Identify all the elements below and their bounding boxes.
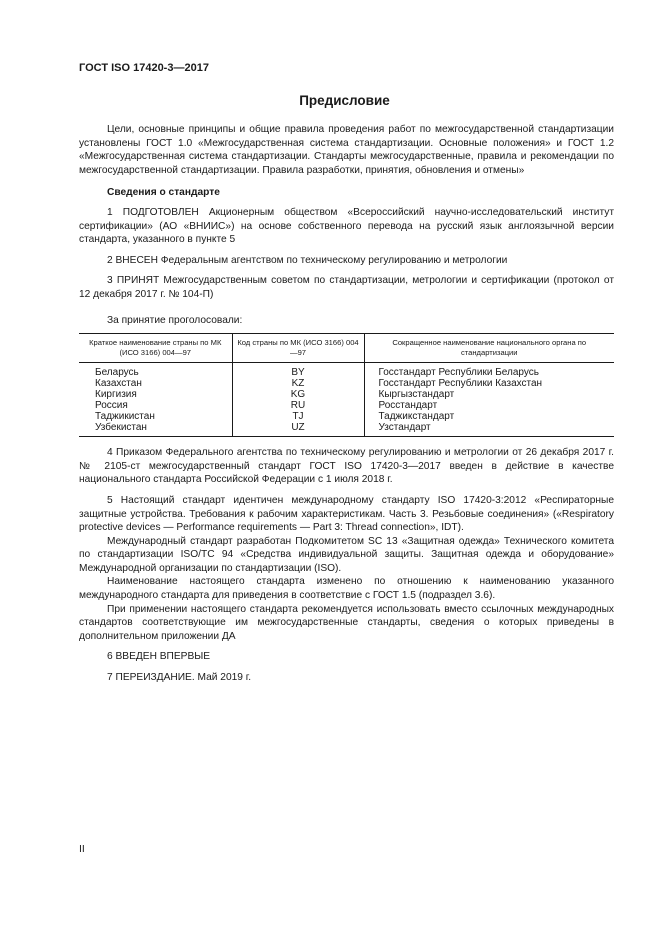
cell-body: Кыргызстандарт: [364, 389, 614, 400]
item-6: 6 ВВЕДЕН ВПЕРВЫЕ: [107, 651, 211, 663]
cell-code: KZ: [232, 378, 364, 389]
document-header: ГОСТ ISO 17420-3—2017: [79, 62, 209, 74]
cell-code: KG: [232, 389, 364, 400]
item-4: 4 Приказом Федерального агентства по техническому регулированию и метрологии от 26 декабря 2017 г. № 2105-ст межгосударственный стандарт ГОСТ ISO 17420-3—2017 введен в действие в качестве национального стандарта Российской Федерации с 1 июля 2018 г.: [79, 447, 614, 486]
cell-code: TJ: [232, 411, 364, 422]
item-5-developer: Международный стандарт разработан Подкомитетом SC 13 «Защитная одежда» Технического комитета по стандартизации ISO/TC 94 «Средства индивидуальной защиты. Защитная одежда и оборудование» Международной организации по стандартизации (ISO).: [79, 535, 614, 574]
cell-country: Узбекистан: [79, 422, 232, 437]
document-body: [79, 123, 614, 685]
table-row: [79, 389, 614, 400]
header-code: Код страны по МК (ИСО 3166) 004—97: [232, 334, 364, 363]
table-row: [79, 422, 614, 437]
table-row: [79, 363, 614, 379]
section-subheading: Сведения о стандарте: [107, 187, 220, 199]
item-2: 2 ВНЕСЕН Федеральным агентством по техническому регулированию и метрологии: [107, 254, 508, 266]
cell-code: RU: [232, 400, 364, 411]
cell-body: Узстандарт: [364, 422, 614, 437]
cell-country: Россия: [95, 400, 128, 412]
table-row: [79, 400, 614, 411]
cell-body: Госстандарт Республики Казахстан: [364, 378, 614, 389]
table-row: [79, 411, 614, 422]
cell-body: Росстандарт: [364, 400, 614, 411]
item-5-name-change: Наименование настоящего стандарта изменено по отношению к наименованию указанного международного стандарта для приведения в соответствие с ГОСТ 1.5 (подраздел 3.6).: [79, 576, 614, 602]
page-number: II: [79, 843, 85, 855]
cell-body: Госстандарт Республики Беларусь: [364, 363, 614, 379]
item-5-text: 5 Настоящий стандарт идентичен международному стандарту ISO 17420-3:2012 «Респираторные защитные устройства. Требования к рабочим характеристикам. Часть 3. Резьбовые соединения» («Respiratory protective devices — Performance requirements — Part 3: Thread connection», IDT).: [79, 494, 614, 534]
item-5-references: При применении настоящего стандарта рекомендуется использовать вместо ссылочных международных стандартов соответствующие им межгосударственные стандарты, сведения о которых приведены в дополнительном приложении ДА: [79, 603, 614, 642]
cell-code: UZ: [232, 422, 364, 437]
cell-country: Киргизия: [95, 389, 137, 401]
cell-body: Таджикстандарт: [364, 411, 614, 422]
cell-code: BY: [232, 363, 364, 379]
table-row: [79, 378, 614, 389]
item-3: 3 ПРИНЯТ Межгосударственным советом по стандартизации, метрологии и сертификации (протокол от 12 декабря 2017 г. № 104-П): [79, 275, 614, 300]
cell-country: Таджикистан: [95, 411, 155, 423]
header-country: Краткое наименование страны по МК (ИСО 3166) 004—97: [79, 334, 232, 363]
item-7: 7 ПЕРЕИЗДАНИЕ. Май 2019 г.: [107, 672, 252, 684]
item-1: 1 ПОДГОТОВЛЕН Акционерным обществом «Всероссийский научно-исследовательский институт сертификации» (АО «ВНИИС») на основе собственного перевода на русский язык англоязычной версии стандарта, указанного в пункте 5: [79, 206, 614, 246]
intro-paragraph: Цели, основные принципы и общие правила проведения работ по межгосударственной стандартизации установлены ГОСТ 1.0 «Межгосударственная система стандартизации. Основные положения» и ГОСТ 1.2 «Межгосударственная система стандартизации. Стандарты межгосударственные, правила и рекомендации по межгосударственной стандартизации. Правила разработки, принятия, обновления и отмены»: [79, 124, 614, 176]
table-header-row: [79, 334, 614, 363]
cell-country: Беларусь: [95, 367, 139, 379]
page-title: Предисловие: [299, 93, 390, 108]
header-body: Сокращенное наименование национального органа по стандартизации: [364, 334, 614, 363]
voted-label: За принятие проголосовали:: [107, 314, 243, 326]
cell-country: Казахстан: [95, 378, 142, 390]
voting-table: [79, 333, 614, 437]
